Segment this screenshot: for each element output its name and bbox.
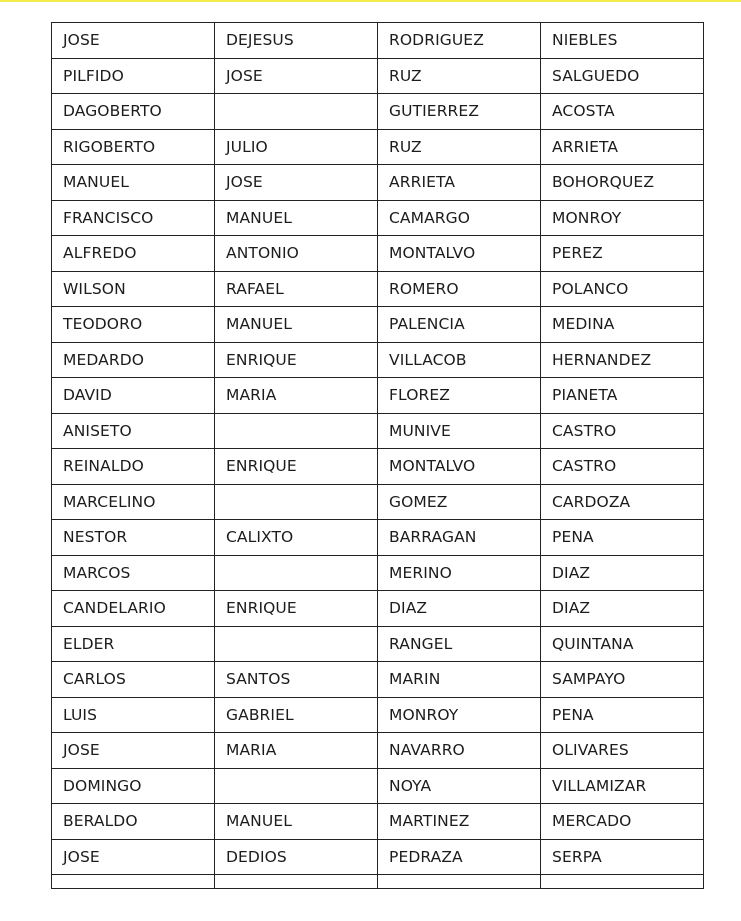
second-name-cell: ENRIQUE bbox=[215, 449, 378, 485]
second-name-cell: MANUEL bbox=[215, 307, 378, 343]
table-row bbox=[52, 271, 704, 307]
first-name-cell: NESTOR bbox=[52, 520, 215, 556]
second-name-cell bbox=[215, 484, 378, 520]
second-name-cell: DEDIOS bbox=[215, 839, 378, 875]
table-row bbox=[52, 555, 704, 591]
table-row bbox=[52, 200, 704, 236]
second-name-cell bbox=[215, 626, 378, 662]
second-name-cell: MARIA bbox=[215, 378, 378, 414]
first-surname-cell: RUZ bbox=[378, 129, 541, 165]
second-surname-cell: SERPA bbox=[541, 839, 704, 875]
second-name-cell: CALIXTO bbox=[215, 520, 378, 556]
second-surname-cell: ACOSTA bbox=[541, 94, 704, 130]
second-name-cell: GABRIEL bbox=[215, 697, 378, 733]
first-name-cell: BERALDO bbox=[52, 804, 215, 840]
first-name-cell: FRANCISCO bbox=[52, 200, 215, 236]
second-surname-cell: VILLAMIZAR bbox=[541, 768, 704, 804]
second-name-cell bbox=[215, 875, 378, 889]
first-surname-cell: MERINO bbox=[378, 555, 541, 591]
second-name-cell: RAFAEL bbox=[215, 271, 378, 307]
first-surname-cell: MARTINEZ bbox=[378, 804, 541, 840]
first-surname-cell: ROMERO bbox=[378, 271, 541, 307]
first-surname-cell: NAVARRO bbox=[378, 733, 541, 769]
second-surname-cell: QUINTANA bbox=[541, 626, 704, 662]
second-surname-cell bbox=[541, 875, 704, 889]
first-surname-cell: CAMARGO bbox=[378, 200, 541, 236]
second-surname-cell: CASTRO bbox=[541, 413, 704, 449]
second-name-cell bbox=[215, 768, 378, 804]
second-surname-cell: SALGUEDO bbox=[541, 58, 704, 94]
first-surname-cell bbox=[378, 875, 541, 889]
first-surname-cell: MARIN bbox=[378, 662, 541, 698]
table-row bbox=[52, 768, 704, 804]
second-surname-cell: MERCADO bbox=[541, 804, 704, 840]
first-surname-cell: FLOREZ bbox=[378, 378, 541, 414]
first-name-cell: DOMINGO bbox=[52, 768, 215, 804]
first-surname-cell: PALENCIA bbox=[378, 307, 541, 343]
table-row bbox=[52, 378, 704, 414]
second-name-cell: SANTOS bbox=[215, 662, 378, 698]
second-surname-cell: MEDINA bbox=[541, 307, 704, 343]
first-name-cell: CANDELARIO bbox=[52, 591, 215, 627]
second-name-cell: ENRIQUE bbox=[215, 342, 378, 378]
second-surname-cell: DIAZ bbox=[541, 555, 704, 591]
table-row bbox=[52, 129, 704, 165]
table-row bbox=[52, 307, 704, 343]
first-surname-cell: BARRAGAN bbox=[378, 520, 541, 556]
second-name-cell: MANUEL bbox=[215, 804, 378, 840]
first-name-cell: PILFIDO bbox=[52, 58, 215, 94]
second-surname-cell: DIAZ bbox=[541, 591, 704, 627]
second-surname-cell: OLIVARES bbox=[541, 733, 704, 769]
second-name-cell bbox=[215, 555, 378, 591]
first-name-cell: MANUEL bbox=[52, 165, 215, 201]
first-surname-cell: MUNIVE bbox=[378, 413, 541, 449]
second-surname-cell: BOHORQUEZ bbox=[541, 165, 704, 201]
first-name-cell: MARCELINO bbox=[52, 484, 215, 520]
second-name-cell bbox=[215, 413, 378, 449]
second-surname-cell: SAMPAYO bbox=[541, 662, 704, 698]
first-name-cell: RIGOBERTO bbox=[52, 129, 215, 165]
table-row bbox=[52, 236, 704, 272]
first-name-cell: WILSON bbox=[52, 271, 215, 307]
table-row bbox=[52, 591, 704, 627]
first-surname-cell: ARRIETA bbox=[378, 165, 541, 201]
first-name-cell bbox=[52, 875, 215, 889]
table-row bbox=[52, 839, 704, 875]
first-surname-cell: MONTALVO bbox=[378, 449, 541, 485]
table-row bbox=[52, 662, 704, 698]
second-surname-cell: NIEBLES bbox=[541, 23, 704, 59]
first-surname-cell: RODRIGUEZ bbox=[378, 23, 541, 59]
table-row bbox=[52, 58, 704, 94]
second-surname-cell: PEREZ bbox=[541, 236, 704, 272]
second-name-cell: JOSE bbox=[215, 165, 378, 201]
second-surname-cell: PENA bbox=[541, 697, 704, 733]
second-surname-cell: HERNANDEZ bbox=[541, 342, 704, 378]
table-row bbox=[52, 23, 704, 59]
first-name-cell: MEDARDO bbox=[52, 342, 215, 378]
first-name-cell: REINALDO bbox=[52, 449, 215, 485]
second-name-cell: MANUEL bbox=[215, 200, 378, 236]
second-name-cell: JULIO bbox=[215, 129, 378, 165]
first-name-cell: DAVID bbox=[52, 378, 215, 414]
second-surname-cell: CARDOZA bbox=[541, 484, 704, 520]
first-surname-cell: RUZ bbox=[378, 58, 541, 94]
names-table bbox=[51, 22, 704, 889]
second-surname-cell: POLANCO bbox=[541, 271, 704, 307]
table-row bbox=[52, 484, 704, 520]
second-name-cell: ANTONIO bbox=[215, 236, 378, 272]
second-surname-cell: CASTRO bbox=[541, 449, 704, 485]
first-surname-cell: GOMEZ bbox=[378, 484, 541, 520]
second-surname-cell: ARRIETA bbox=[541, 129, 704, 165]
first-surname-cell: PEDRAZA bbox=[378, 839, 541, 875]
table-row bbox=[52, 342, 704, 378]
table-row bbox=[52, 626, 704, 662]
first-name-cell: JOSE bbox=[52, 839, 215, 875]
second-name-cell: JOSE bbox=[215, 58, 378, 94]
second-name-cell bbox=[215, 94, 378, 130]
table-row bbox=[52, 520, 704, 556]
first-name-cell: DAGOBERTO bbox=[52, 94, 215, 130]
table-row bbox=[52, 413, 704, 449]
first-name-cell: ELDER bbox=[52, 626, 215, 662]
table-row-cut-off bbox=[52, 875, 704, 889]
first-surname-cell: VILLACOB bbox=[378, 342, 541, 378]
top-yellow-rule bbox=[0, 0, 741, 2]
second-surname-cell: PENA bbox=[541, 520, 704, 556]
first-surname-cell: RANGEL bbox=[378, 626, 541, 662]
second-name-cell: ENRIQUE bbox=[215, 591, 378, 627]
first-surname-cell: DIAZ bbox=[378, 591, 541, 627]
first-name-cell: JOSE bbox=[52, 733, 215, 769]
table-row bbox=[52, 165, 704, 201]
table-row bbox=[52, 449, 704, 485]
names-table-body bbox=[52, 23, 704, 889]
first-name-cell: TEODORO bbox=[52, 307, 215, 343]
first-surname-cell: GUTIERREZ bbox=[378, 94, 541, 130]
table-row bbox=[52, 697, 704, 733]
first-name-cell: MARCOS bbox=[52, 555, 215, 591]
second-name-cell: DEJESUS bbox=[215, 23, 378, 59]
first-surname-cell: MONROY bbox=[378, 697, 541, 733]
table-row bbox=[52, 733, 704, 769]
first-name-cell: ALFREDO bbox=[52, 236, 215, 272]
first-name-cell: JOSE bbox=[52, 23, 215, 59]
first-surname-cell: NOYA bbox=[378, 768, 541, 804]
table-row bbox=[52, 804, 704, 840]
first-surname-cell: MONTALVO bbox=[378, 236, 541, 272]
table-row bbox=[52, 94, 704, 130]
first-name-cell: LUIS bbox=[52, 697, 215, 733]
second-surname-cell: MONROY bbox=[541, 200, 704, 236]
first-name-cell: ANISETO bbox=[52, 413, 215, 449]
second-name-cell: MARIA bbox=[215, 733, 378, 769]
second-surname-cell: PIANETA bbox=[541, 378, 704, 414]
first-name-cell: CARLOS bbox=[52, 662, 215, 698]
